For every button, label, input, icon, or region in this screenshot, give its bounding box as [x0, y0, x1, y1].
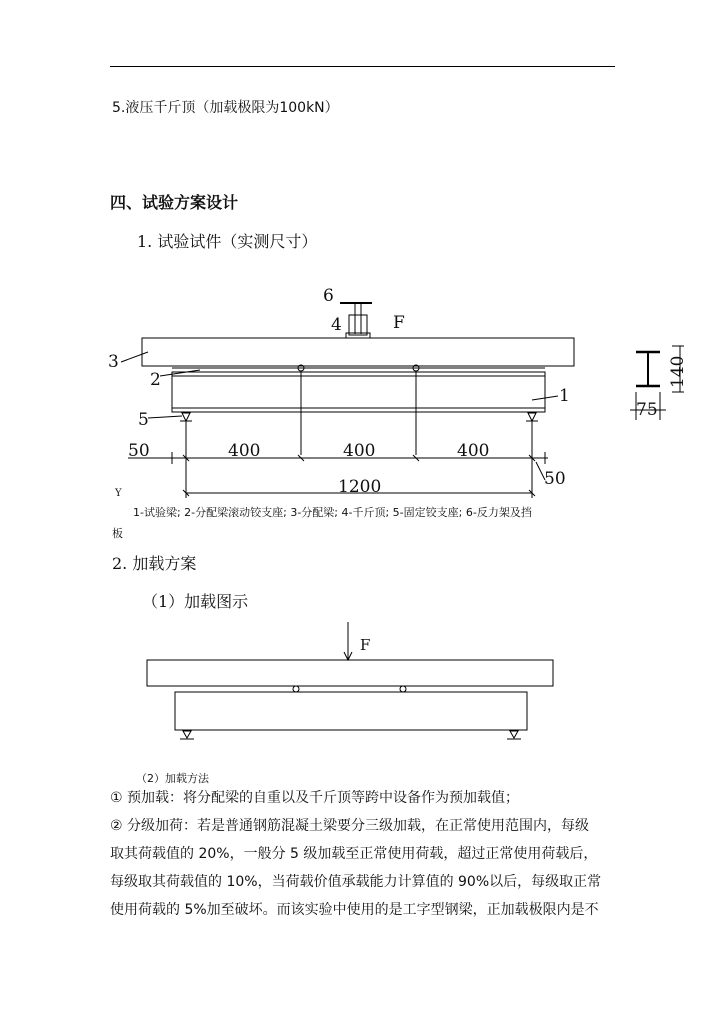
- support-left-2: [183, 731, 191, 738]
- test-beam-2: [175, 692, 527, 730]
- preload-paragraph: ① 预加载：将分配梁的自重以及千斤顶等跨中设备作为预加载值；: [110, 790, 519, 806]
- roller-left-2: [293, 686, 299, 692]
- section-height: 140: [668, 355, 688, 388]
- header-rule: [110, 66, 615, 67]
- paragraph-line: 每级取其荷载值的 10%，当荷载价值承载能力计算值的 90%以后，每级取正常: [110, 874, 602, 890]
- dim-1200: 1200: [338, 477, 382, 497]
- subsection-2-title: 2. 加载方案: [112, 554, 197, 573]
- figure-caption: 1-试验梁; 2-分配梁滚动铰支座; 3-分配梁; 4-千斤顶; 5-固定铰支座; 6-反力架及挡: [133, 506, 532, 519]
- specimen-setup-figure: [0, 270, 724, 510]
- loading-diagram-figure: [0, 615, 724, 750]
- dim-400-3: 400: [457, 441, 490, 461]
- section-width: 75: [636, 400, 658, 420]
- leader-3: [121, 352, 148, 362]
- section-heading: 四、试验方案设计: [110, 193, 239, 212]
- fixed-support-right: [528, 413, 536, 421]
- subsection-1-title: 1. 试验试件（实测尺寸）: [137, 232, 318, 251]
- fixed-support-left: [182, 413, 190, 421]
- dim-400-1: 400: [228, 441, 261, 461]
- dim-50-left: 50: [128, 441, 150, 461]
- loading-diagram-title: （1）加载图示: [142, 592, 249, 611]
- leader-5: [148, 416, 182, 418]
- test-beam: [172, 372, 545, 412]
- leader-2: [160, 370, 200, 376]
- staged-loading-paragraph: [110, 812, 616, 924]
- loading-method-title: （2）加载方法: [136, 772, 209, 785]
- distribution-beam: [142, 338, 574, 366]
- label-3: 3: [108, 352, 119, 372]
- roller-right-2: [400, 686, 406, 692]
- equipment-item-5: 5.液压千斤顶（加载极限为100kN）: [112, 100, 339, 116]
- paragraph-line: 取其荷载值的 20%，一般分 5 级加载至正常使用荷载，超过正常使用荷载后，: [110, 846, 598, 862]
- dim-y-mark: Y: [115, 488, 122, 499]
- paragraph-line: 使用荷载的 5%加至破坏。而该实验中使用的是工字型钢梁，正加载极限内是不: [110, 902, 599, 918]
- figure-caption-continued: 板: [112, 527, 123, 540]
- label-5: 5: [138, 410, 149, 430]
- dim-50-right: 50: [544, 469, 566, 489]
- force-label-2: F: [360, 636, 371, 654]
- dim-400-2: 400: [343, 441, 376, 461]
- label-force: F: [393, 313, 405, 333]
- support-right-2: [510, 731, 518, 738]
- label-4: 4: [331, 315, 342, 335]
- jack-body: [349, 315, 367, 335]
- distribution-beam-2: [147, 660, 553, 686]
- label-6: 6: [323, 286, 334, 306]
- label-2: 2: [150, 370, 161, 390]
- paragraph-line: ② 分级加荷：若是普通钢筋混凝土梁要分三级加载，在正常使用范围内，每级: [110, 818, 589, 834]
- label-1: 1: [559, 386, 570, 406]
